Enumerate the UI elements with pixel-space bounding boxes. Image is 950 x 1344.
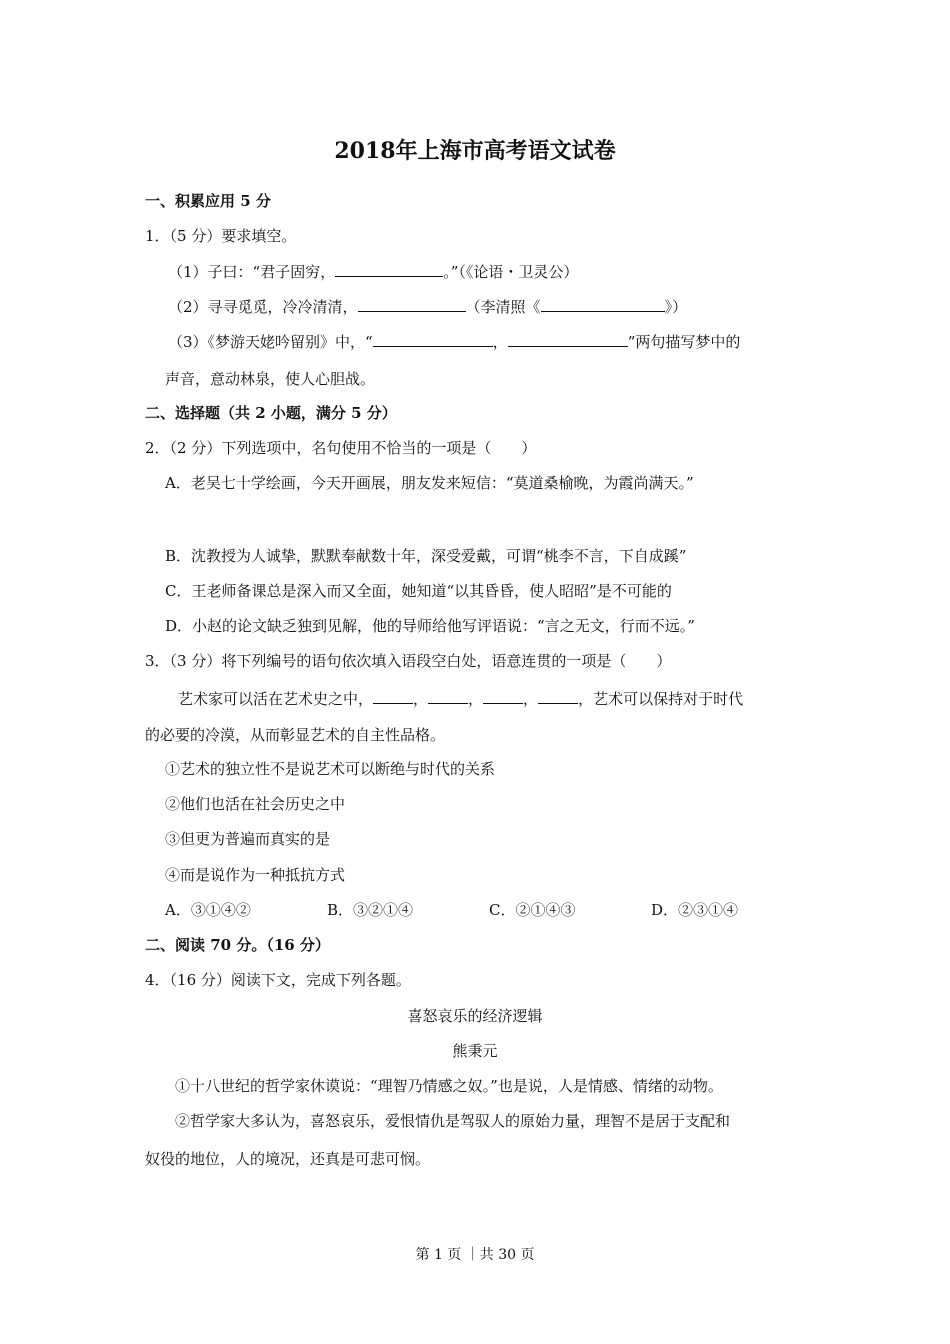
answer-blank xyxy=(428,687,468,704)
question-1-part-3-text-c: ”两句描写梦中的 xyxy=(627,333,741,351)
question-1-part-3-text-a: （3）《梦游天姥吟留别》中，“ xyxy=(168,333,373,351)
question-3-sentence-4: ④而是说作为一种抵抗方式 xyxy=(165,866,346,884)
question-3-options xyxy=(165,899,738,921)
answer-blank xyxy=(373,687,413,704)
question-1-part-1-text-b: 。”（《论语・卫灵公） xyxy=(443,263,579,281)
article-paragraph-1: ①十八世纪的哲学家休谟说：“理智乃情感之奴。”也是说，人是情感、情绪的动物。 xyxy=(175,1077,723,1095)
page-title: 2018年上海市高考语文试卷 xyxy=(334,138,616,164)
question-1-part-2-text-a: （2）寻寻觅觅，冷冷清清， xyxy=(168,298,358,316)
question-3-option-b: B．③②①④ xyxy=(327,901,414,919)
answer-blank xyxy=(335,260,443,277)
question-2-stem: 2．（2 分）下列选项中，名句使用不恰当的一项是（ ） xyxy=(145,439,537,457)
answer-blank xyxy=(508,330,628,347)
comma: ， xyxy=(468,690,484,708)
page-footer: 第 1 页 ｜共 30 页 xyxy=(415,1247,535,1263)
question-3-sentence-1: ①艺术的独立性不是说艺术可以断绝与时代的关系 xyxy=(165,760,496,778)
answer-blank xyxy=(483,687,523,704)
question-3-sentence-2: ②他们也活在社会历史之中 xyxy=(165,795,346,813)
question-3-passage-line-2: 的必要的冷漠，从而彰显艺术的自主性品格。 xyxy=(145,726,446,744)
question-2-option-d: D．小赵的论文缺乏独到见解，他的导师给他写评语说：“言之无文，行而不远。” xyxy=(165,617,695,635)
question-3-passage-text-a: 艺术家可以活在艺术史之中， xyxy=(178,690,374,708)
question-3-sentence-3: ③但更为普遍而真实的是 xyxy=(165,830,331,848)
comma: ， xyxy=(413,690,429,708)
question-2-option-b: B．沈教授为人诚挚，默默奉献数十年，深受爱戴，可谓“桃李不言，下自成蹊” xyxy=(165,547,687,565)
question-1-part-1 xyxy=(168,260,578,283)
section-heading-3: 二、阅读 70 分。（16 分） xyxy=(145,936,330,954)
question-3-option-c: C．②①④③ xyxy=(489,901,576,919)
answer-blank xyxy=(541,295,665,312)
answer-blank xyxy=(538,687,578,704)
question-4-stem: 4．（16 分）阅读下文，完成下列各题。 xyxy=(145,971,411,989)
question-1-part-2-text-c: 》） xyxy=(664,298,688,316)
article-title: 喜怒哀乐的经济逻辑 xyxy=(407,1007,543,1025)
question-1-part-2 xyxy=(168,295,687,318)
article-paragraph-2-line-1: ②哲学家大多认为，喜怒哀乐，爱恨情仇是驾驭人的原始力量，理智不是居于支配和 xyxy=(175,1112,731,1130)
question-3-option-d: D．②③①④ xyxy=(651,901,739,919)
question-3-passage-line-1 xyxy=(178,687,743,710)
question-3-stem: 3．（3 分）将下列编号的语句依次填入语段空白处，语意连贯的一项是（ ） xyxy=(145,652,672,670)
question-2-option-c: C．王老师备课总是深入而又全面，她知道“以其昏昏，使人昭昭”是不可能的 xyxy=(165,582,672,600)
question-1-part-3-text-b: ， xyxy=(492,333,508,351)
section-heading-1: 一、积累应用 5 分 xyxy=(145,192,271,210)
comma: ， xyxy=(523,690,539,708)
question-1-part-1-text-a: （1）子曰：“君子固穷， xyxy=(168,263,336,281)
question-3-passage-text-b: ，艺术可以保持对于时代 xyxy=(578,690,744,708)
article-paragraph-2-line-2: 奴役的地位，人的境况，还真是可悲可悯。 xyxy=(145,1150,431,1168)
question-1-part-3-continued: 声音，意动林泉，使人心胆战。 xyxy=(165,370,376,388)
article-author: 熊秉元 xyxy=(452,1042,498,1060)
question-1-stem: 1．（5 分）要求填空。 xyxy=(145,227,297,245)
question-3-option-a: A．③①④② xyxy=(165,901,251,919)
question-1-part-3 xyxy=(168,330,740,353)
question-2-option-a: A．老吴七十学绘画，今天开画展，朋友发来短信：“莫道桑榆晚，为霞尚满天。” xyxy=(165,474,694,492)
answer-blank xyxy=(358,295,466,312)
answer-blank xyxy=(373,330,493,347)
question-1-part-2-text-b: （李清照《 xyxy=(465,298,541,316)
section-heading-2: 二、选择题（共 2 小题，满分 5 分） xyxy=(145,404,397,422)
